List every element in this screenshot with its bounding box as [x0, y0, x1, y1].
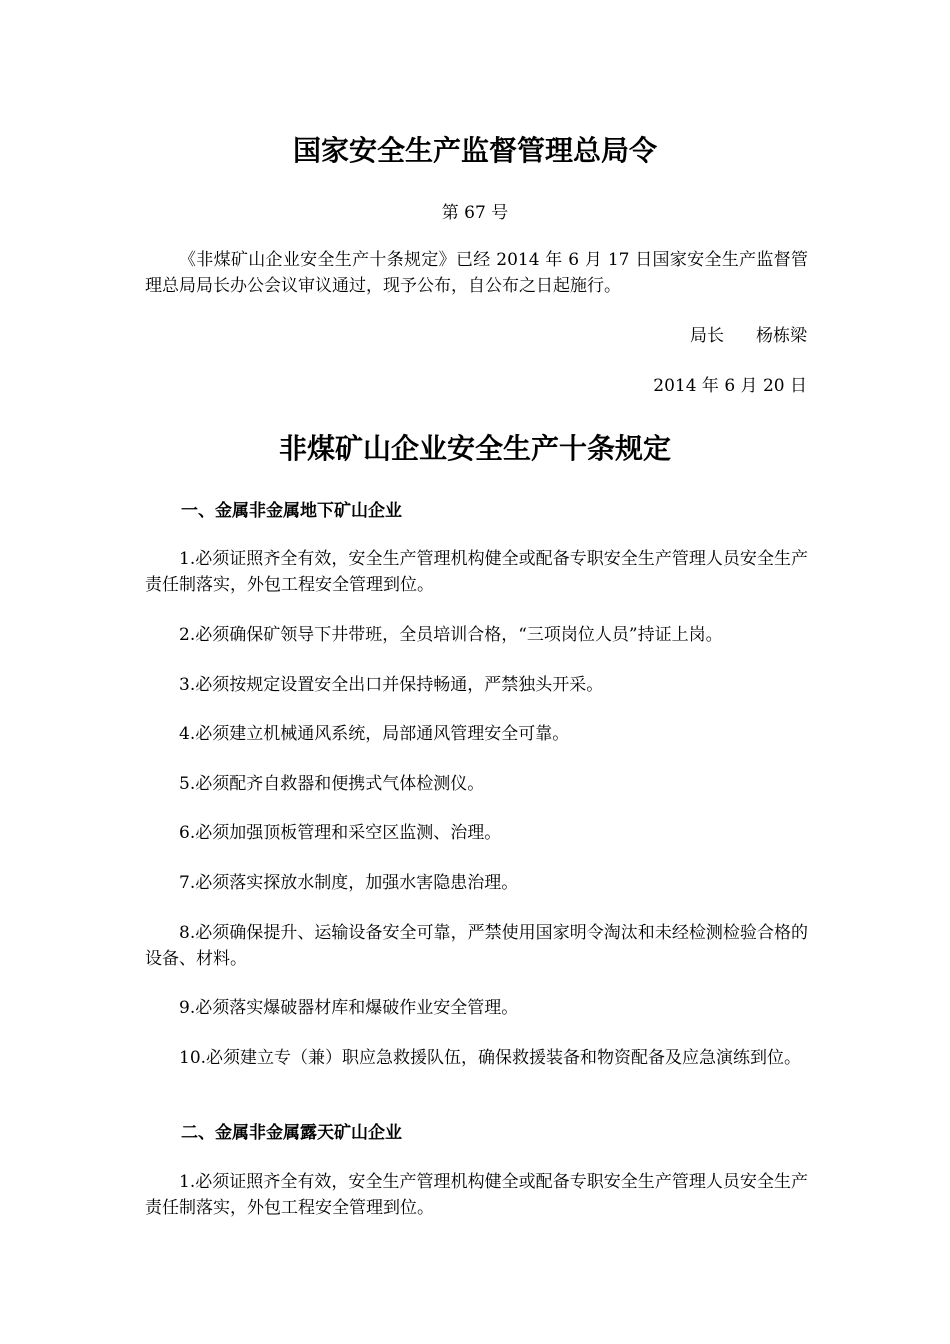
section-heading: 一、金属非金属地下矿山企业	[181, 501, 402, 521]
rule-item: 6.必须加强顶板管理和采空区监测、治理。	[179, 823, 502, 843]
order-title: 国家安全生产监督管理总局令	[292, 134, 657, 167]
rule-item: 7.必须落实探放水制度，加强水害隐患治理。	[179, 873, 519, 893]
rule-item: 10.必须建立专（兼）职应急救援队伍，确保救援装备和物资配备及应急演练到位。	[179, 1048, 802, 1068]
announcement-paragraph: 《非煤矿山企业安全生产十条规定》已经 2014 年 6 月 17 日国家安全生产监督管理总局局长办公会议审议通过，现予公布，自公布之日起施行。	[145, 250, 808, 296]
rule-item: 2.必须确保矿领导下井带班，全员培训合格，“三项岗位人员”持证上岗。	[179, 625, 723, 645]
rule-item: 4.必须建立机械通风系统，局部通风管理安全可靠。	[179, 724, 570, 744]
rule-item: 1.必须证照齐全有效，安全生产管理机构健全或配备专职安全生产管理人员安全生产责任制落实，外包工程安全管理到位。	[145, 549, 808, 595]
rule-item: 9.必须落实爆破器材库和爆破作业安全管理。	[179, 998, 519, 1018]
rule-item: 5.必须配齐自救器和便携式气体检测仪。	[179, 774, 485, 794]
signer-name: 杨栋梁	[756, 326, 807, 346]
rules-title: 非煤矿山企业安全生产十条规定	[278, 432, 671, 465]
signature-line	[690, 323, 807, 349]
order-number: 第 67 号	[441, 203, 509, 223]
signer-title: 局长	[690, 326, 724, 346]
section-heading: 二、金属非金属露天矿山企业	[181, 1123, 402, 1143]
rule-item: 8.必须确保提升、运输设备安全可靠，严禁使用国家明令淘汰和未经检测检验合格的设备、材料。	[145, 923, 808, 969]
rule-item: 1.必须证照齐全有效，安全生产管理机构健全或配备专职安全生产管理人员安全生产责任制落实，外包工程安全管理到位。	[145, 1172, 808, 1218]
order-date: 2014 年 6 月 20 日	[653, 376, 807, 396]
rule-item: 3.必须按规定设置安全出口并保持畅通，严禁独头开采。	[179, 675, 604, 695]
